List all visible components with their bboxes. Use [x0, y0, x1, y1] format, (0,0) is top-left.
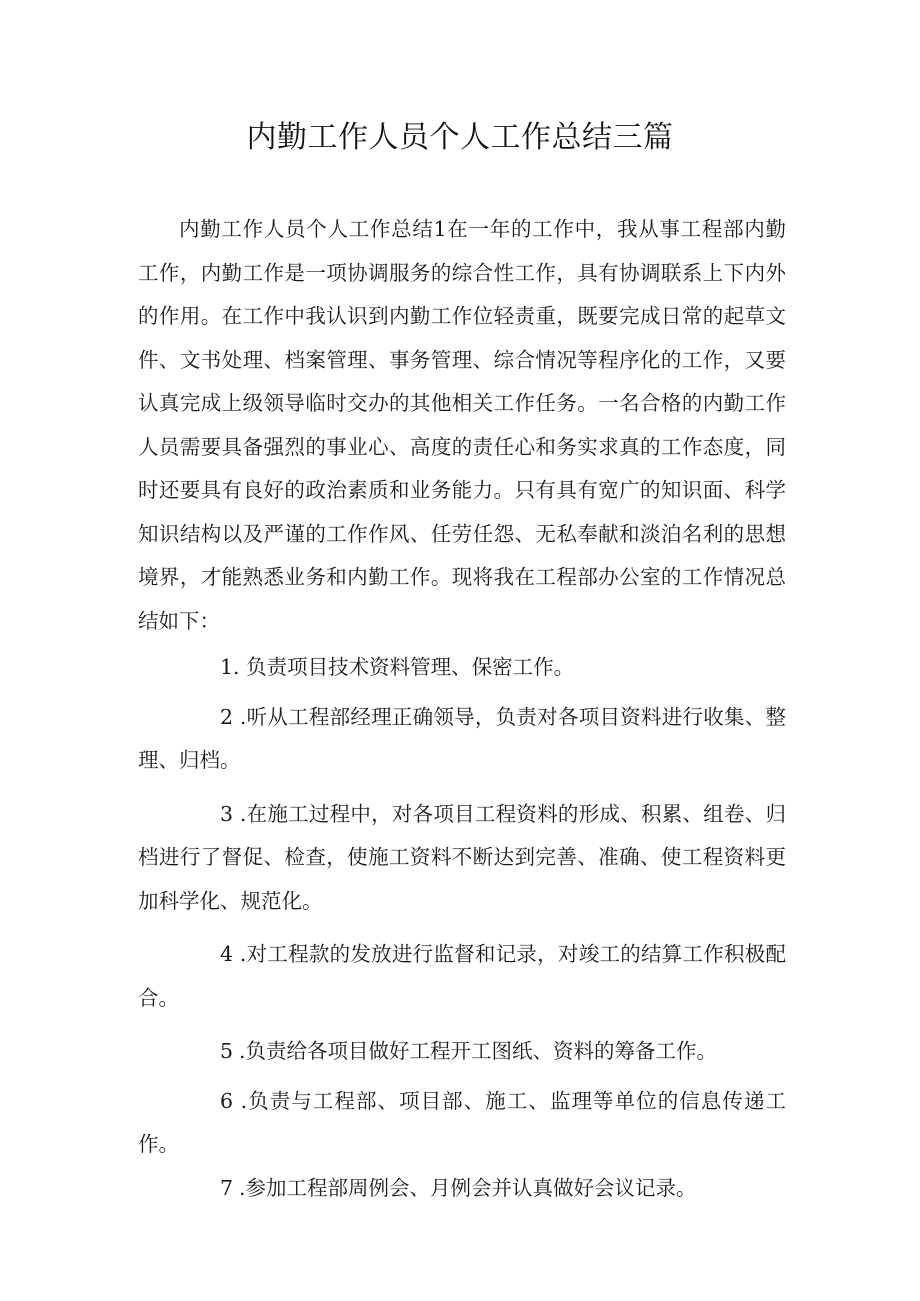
- list-item-text: .在施工过程中，对各项目工程资料的形成、积累、组卷、归档进行了督促、检查，使施工资料不断达到完善、准确、使工程资料更加科学化、规范化。: [138, 801, 786, 913]
- list-item-number: 1.: [220, 655, 240, 679]
- list-item-2: [138, 696, 786, 783]
- list-item-3: [138, 793, 786, 924]
- list-item-1: [138, 646, 786, 690]
- list-item-text: .负责给各项目做好工程开工图纸、资料的筹备工作。: [239, 1039, 718, 1063]
- list-item-text: .负责与工程部、项目部、施工、监理等单位的信息传递工作。: [138, 1088, 786, 1156]
- list-item-text: .对工程款的发放进行监督和记录，对竣工的结算工作积极配合。: [138, 942, 786, 1010]
- list-item-number: 3: [220, 801, 234, 826]
- list-item-number: 7: [220, 1175, 234, 1200]
- list-item-text: 负责项目技术资料管理、保密工作。: [246, 655, 575, 679]
- document-title: 内勤工作人员个人工作总结三篇: [246, 120, 674, 155]
- list-item-6: [138, 1080, 786, 1167]
- list-item-number: 2: [220, 704, 234, 729]
- list-item-text: .听从工程部经理正确领导，负责对各项目资料进行收集、整理、归档。: [138, 704, 786, 772]
- list-item-5: [138, 1030, 786, 1074]
- list-item-number: 5: [220, 1039, 234, 1063]
- list-item-7: [138, 1167, 786, 1211]
- intro-paragraph: 内勤工作人员个人工作总结1在一年的工作中，我从事工程部内勤工作，内勤工作是一项协调服务的综合性工作，具有协调联系上下内外的作用。在工作中我认识到内勤工作位轻责重，既要完成日常的起草文件、文书处理、档案管理、事务管理、综合情况等程序化的工作，又要认真完成上级领导临时交办的其他相关工作任务。一名合格的内勤工作人员需要具备强烈的事业心、高度的责任心和务实求真的工作态度，同时还要具有良好的政治素质和业务能力。只有具有宽广的知识面、科学知识结构以及严谨的工作作风、任劳任怨、无私奉献和淡泊名利的思想境界，才能熟悉业务和内勤工作。现将我在工程部办公室的工作情况总结如下：: [138, 217, 786, 633]
- document-body: [138, 208, 786, 1210]
- list-item-number: 6: [220, 1088, 234, 1113]
- list-item-number: 4: [220, 942, 234, 966]
- list-item-text: .参加工程部周例会、月例会并认真做好会议记录。: [239, 1175, 697, 1200]
- list-item-4: [138, 933, 786, 1020]
